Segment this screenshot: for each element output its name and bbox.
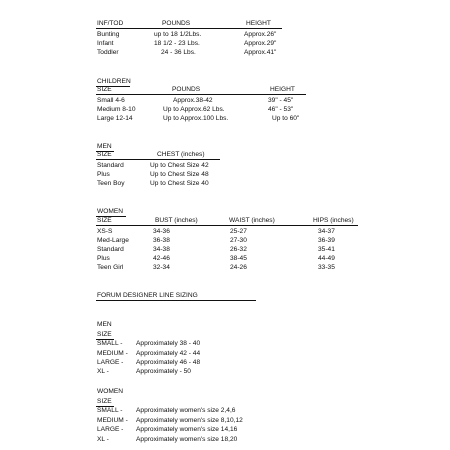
women-row-3-hips: 35-41 bbox=[318, 246, 335, 253]
men-row-2-size: Plus bbox=[97, 171, 110, 178]
designer-women-title: WOMEN bbox=[97, 388, 124, 395]
designer-men-row-3-desc: Approximately 46 - 48 bbox=[136, 359, 201, 366]
children-row-3-pounds: Up to Approx.100 Lbs. bbox=[163, 115, 229, 122]
women-row-3-waist: 26-32 bbox=[230, 246, 247, 253]
infant-header-rule bbox=[96, 28, 282, 29]
designer-men-row-2-size: MEDIUM - bbox=[97, 350, 128, 357]
infant-row-3-size: Toddler bbox=[97, 49, 119, 56]
men-title: MEN bbox=[97, 143, 112, 150]
women-row-5-bust: 32-34 bbox=[153, 264, 170, 271]
men-row-1-chest: Up to Chest Size 42 bbox=[150, 162, 209, 169]
children-row-2-pounds: Up to Approx.62 Lbs. bbox=[163, 106, 225, 113]
infant-header-pounds: POUNDS bbox=[162, 20, 191, 27]
designer-women-row-3-size: LARGE - bbox=[97, 426, 124, 433]
infant-row-3-pounds: 24 - 36 Lbs. bbox=[161, 49, 196, 56]
women-row-2-bust: 36-38 bbox=[153, 237, 170, 244]
designer-men-row-2-desc: Approximately 42 - 44 bbox=[136, 350, 201, 357]
women-row-4-waist: 38-45 bbox=[230, 255, 247, 262]
designer-women-row-1-desc: Approximately women's size 2,4,6 bbox=[136, 407, 236, 414]
infant-header-size: INF/TOD bbox=[97, 20, 124, 27]
children-row-1-size: Small 4-6 bbox=[97, 97, 125, 104]
women-row-3-size: Standard bbox=[97, 246, 124, 253]
designer-men-size-label: SIZE bbox=[97, 331, 112, 338]
designer-men-row-4-desc: Approximately - 50 bbox=[136, 368, 191, 375]
children-header-pounds: POUNDS bbox=[172, 86, 201, 93]
women-row-1-bust: 34-36 bbox=[153, 228, 170, 235]
children-row-3-height: Up to 60" bbox=[272, 115, 300, 122]
children-title: CHILDREN bbox=[97, 78, 131, 85]
men-header-chest: CHEST (inches) bbox=[157, 151, 205, 158]
women-header-rule bbox=[96, 225, 358, 226]
designer-men-row-1-desc: Approximately 38 - 40 bbox=[136, 340, 201, 347]
women-row-4-size: Plus bbox=[97, 255, 110, 262]
men-header-size: SIZE bbox=[97, 151, 112, 158]
children-header-height: HEIGHT bbox=[270, 86, 295, 93]
women-row-1-hips: 34-37 bbox=[318, 228, 335, 235]
women-row-5-waist: 24-26 bbox=[230, 264, 247, 271]
infant-row-1-pounds: up to 18 1/2Lbs. bbox=[154, 31, 202, 38]
children-header-size: SIZE bbox=[97, 86, 112, 93]
designer-women-row-4-size: XL - bbox=[97, 436, 109, 443]
designer-title: FORUM DESIGNER LINE SIZING bbox=[97, 292, 198, 299]
men-row-1-size: Standard bbox=[97, 162, 124, 169]
designer-women-row-3-desc: Approximately women's size 14,16 bbox=[136, 426, 238, 433]
women-row-2-hips: 36-39 bbox=[318, 237, 335, 244]
designer-title-rule bbox=[96, 300, 256, 301]
designer-men-row-4-size: XL - bbox=[97, 368, 109, 375]
designer-women-row-4-desc: Approximately women's size 18,20 bbox=[136, 436, 238, 443]
women-row-5-size: Teen Girl bbox=[97, 264, 124, 271]
women-header-size: SIZE bbox=[97, 217, 112, 224]
women-row-5-hips: 33-35 bbox=[318, 264, 335, 271]
infant-row-2-height: Approx.29" bbox=[244, 40, 277, 47]
women-header-waist: WAIST (inches) bbox=[229, 217, 275, 224]
infant-row-3-height: Approx.41" bbox=[244, 49, 277, 56]
women-row-2-waist: 27-30 bbox=[230, 237, 247, 244]
designer-women-row-1-size: SMALL - bbox=[97, 407, 123, 414]
women-row-3-bust: 34-38 bbox=[153, 246, 170, 253]
infant-row-2-pounds: 18 1/2 - 23 Lbs. bbox=[154, 40, 200, 47]
women-row-1-size: XS-S bbox=[97, 228, 113, 235]
infant-row-1-height: Approx.26" bbox=[244, 31, 277, 38]
women-title: WOMEN bbox=[97, 208, 124, 215]
children-row-1-height: 39" - 45" bbox=[268, 97, 294, 104]
designer-men-title: MEN bbox=[97, 321, 112, 328]
children-row-2-size: Medium 8-10 bbox=[97, 106, 136, 113]
women-row-4-bust: 42-46 bbox=[153, 255, 170, 262]
women-row-2-size: Med-Large bbox=[97, 237, 129, 244]
women-row-4-hips: 44-49 bbox=[318, 255, 335, 262]
children-row-2-height: 46" - 53" bbox=[268, 106, 294, 113]
infant-row-1-size: Bunting bbox=[97, 31, 120, 38]
men-row-3-chest: Up to Chest Size 40 bbox=[150, 180, 209, 187]
designer-women-size-label: SIZE bbox=[97, 398, 112, 405]
designer-men-row-3-size: LARGE - bbox=[97, 359, 124, 366]
children-header-rule bbox=[96, 94, 306, 95]
women-header-bust: BUST (inches) bbox=[155, 217, 198, 224]
men-row-3-size: Teen Boy bbox=[97, 180, 125, 187]
women-row-1-waist: 25-27 bbox=[230, 228, 247, 235]
men-header-rule bbox=[96, 159, 220, 160]
designer-men-row-1-size: SMALL - bbox=[97, 340, 123, 347]
children-row-1-pounds: Approx.38-42 bbox=[173, 97, 213, 104]
men-row-2-chest: Up to Chest Size 48 bbox=[150, 171, 209, 178]
women-header-hips: HIPS (inches) bbox=[313, 217, 354, 224]
children-row-3-size: Large 12-14 bbox=[97, 115, 133, 122]
designer-women-row-2-size: MEDIUM - bbox=[97, 417, 128, 424]
infant-row-2-size: Infant bbox=[97, 40, 114, 47]
designer-women-row-2-desc: Approximately women's size 8,10,12 bbox=[136, 417, 243, 424]
infant-header-height: HEIGHT bbox=[246, 20, 271, 27]
